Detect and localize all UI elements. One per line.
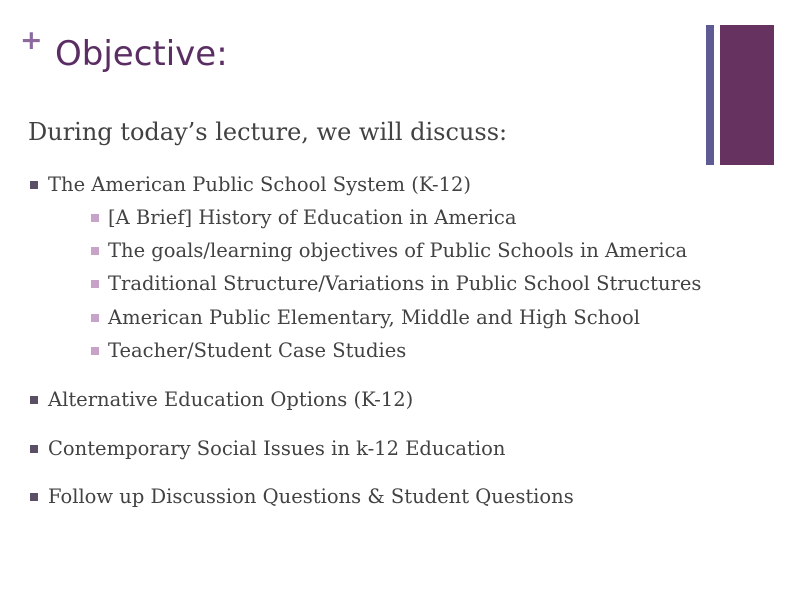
square-bullet-icon [30,445,38,453]
sub-bullet-item [91,338,406,364]
bullet-text: Alternative Education Options (K-12) [48,388,414,411]
square-bullet-icon [91,347,99,355]
sub-bullet-item [91,205,516,231]
intro-text: During today’s lecture, we will discuss: [28,118,508,146]
bullet-item [30,436,505,462]
bullet-text: Follow up Discussion Questions & Student Questions [48,485,574,508]
square-bullet-icon [91,247,99,255]
square-bullet-icon [30,181,38,189]
bullet-item [30,387,413,413]
square-bullet-icon [30,396,38,404]
sub-bullet-text: The goals/learning objectives of Public Schools in America [108,239,688,262]
bullet-text: The American Public School System (K-12) [48,173,472,196]
square-bullet-icon [91,214,99,222]
square-bullet-icon [91,314,99,322]
slide-title: Objective: [55,34,228,74]
sub-bullet-text: Teacher/Student Case Studies [108,339,407,362]
square-bullet-icon [91,280,99,288]
bullet-item [30,484,574,510]
accent-bar-thin [706,25,714,165]
sub-bullet-item [91,271,701,297]
plus-icon: + [20,25,43,56]
sub-bullet-item [91,238,687,264]
sub-bullet-item [91,305,640,331]
accent-bar-wide [720,25,774,165]
bullet-text: Contemporary Social Issues in k-12 Education [48,437,506,460]
square-bullet-icon [30,493,38,501]
sub-bullet-text: Traditional Structure/Variations in Public School Structures [108,272,702,295]
bullet-item [30,172,471,198]
sub-bullet-text: [A Brief] History of Education in America [108,206,517,229]
sub-bullet-text: American Public Elementary, Middle and High School [108,306,640,329]
